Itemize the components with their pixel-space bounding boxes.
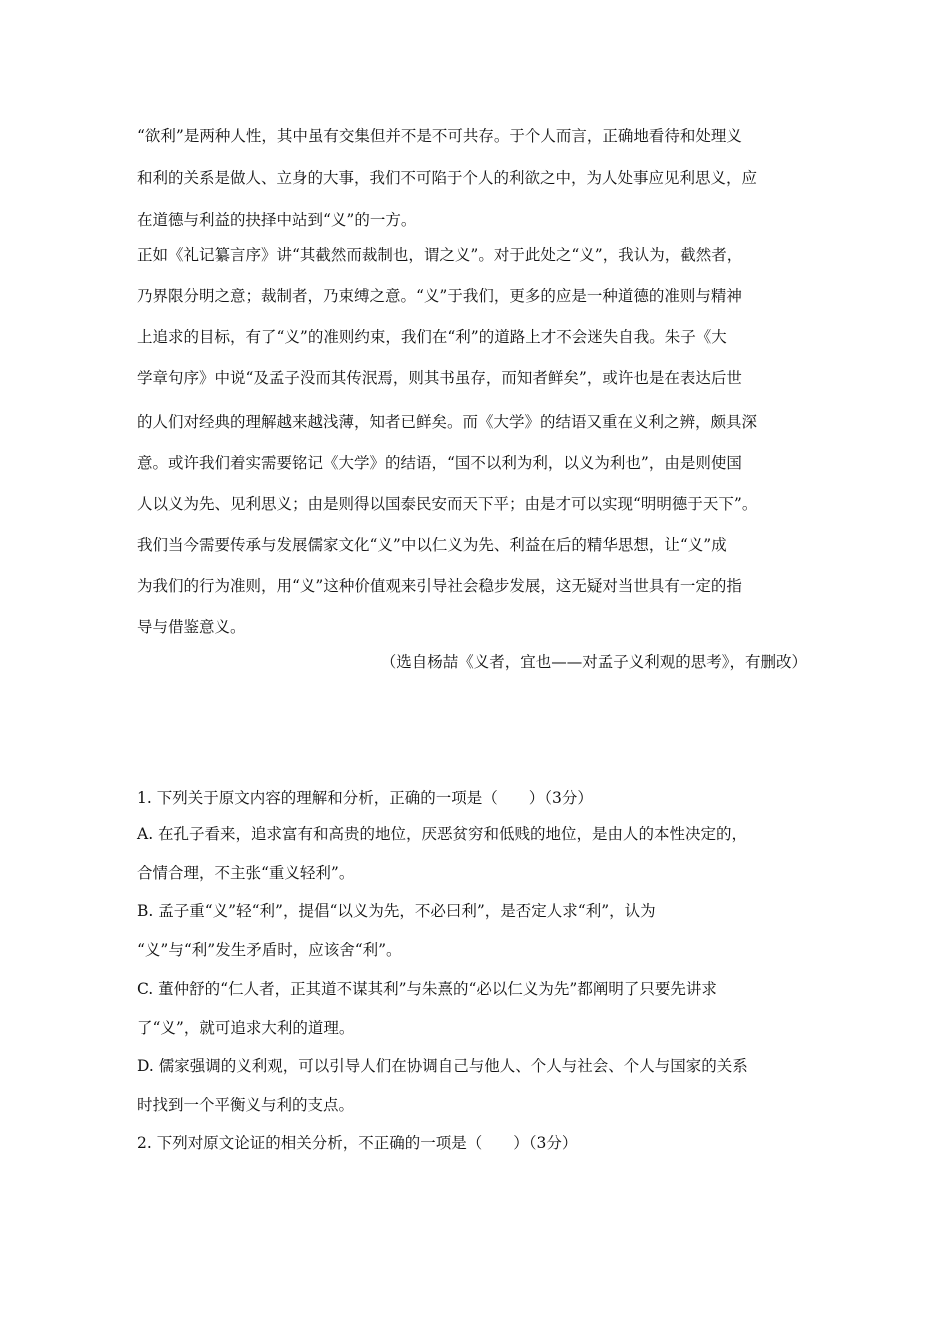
passage-line: 导与借鉴意义。 [137, 618, 246, 636]
passage-line: 正如《礼记纂言序》讲“其截然而裁制也，谓之义”。对于此处之“义”，我认为，截然者， [137, 246, 743, 264]
question-stem: 2. 下列对原文论证的相关分析，不正确的一项是（ ）（3分） [137, 1134, 578, 1152]
passage-source: （选自杨喆《义者，宜也——对孟子义利观的思考》，有删改） [380, 653, 807, 671]
passage-line: 我们当今需要传承与发展儒家文化“义”中以仁义为先、利益在后的精华思想，让“义”成 [137, 536, 727, 554]
option-a-line2: 合情合理，不主张“重义轻利”。 [137, 864, 355, 882]
option-c-line1: C. 董仲舒的“仁人者，正其道不谋其利”与朱熹的“必以仁义为先”都阐明了只要先讲求 [137, 980, 717, 998]
passage-line: 乃界限分明之意；裁制者，乃束缚之意。“义”于我们，更多的应是一种道德的准则与精神 [137, 287, 742, 305]
passage-line: 学章句序》中说“及孟子没而其传泯焉，则其书虽存，而知者鲜矣”，或许也是在表达后世 [137, 369, 742, 387]
option-c-line2: 了“义”，就可追求大利的道理。 [137, 1019, 355, 1037]
passage-line: 为我们的行为准则，用“义”这种价值观来引导社会稳步发展，这无疑对当世具有一定的指 [137, 577, 742, 595]
passage-line: 意。或许我们着实需要铭记《大学》的结语，“国不以利为利，以义为利也”，由是则使国 [137, 454, 742, 472]
passage-line: 和利的关系是做人、立身的大事，我们不可陷于个人的利欲之中，为人处事应见利思义，应 [137, 169, 758, 187]
option-a-line1: A. 在孔子看来，追求富有和高贵的地位，厌恶贫穷和低贱的地位，是由人的本性决定的， [137, 825, 748, 843]
option-d-line2: 时找到一个平衡义与利的支点。 [137, 1096, 355, 1114]
passage-line: “欲利”是两种人性，其中虽有交集但并不是不可共存。于个人而言，正确地看待和处理义 [137, 127, 742, 145]
question-stem: 1. 下列关于原文内容的理解和分析，正确的一项是（ ）（3分） [137, 789, 593, 807]
option-b-line1: B. 孟子重“义”轻“利”，提倡“以义为先，不必曰利”，是否定人求“利”，认为 [137, 902, 656, 920]
passage-line: 的人们对经典的理解越来越浅薄，知者已鲜矣。而《大学》的结语又重在义利之辨，颇具深 [137, 413, 758, 431]
passage-line: 在道德与利益的抉择中站到“义”的一方。 [137, 211, 417, 229]
passage-line: 上追求的目标，有了“义”的准则约束，我们在“利”的道路上才不会迷失自我。朱子《大 [137, 328, 727, 346]
passage-line: 人以义为先、见利思义；由是则得以国泰民安而天下平；由是才可以实现“明明德于天下”。 [137, 495, 758, 513]
option-d-line1: D. 儒家强调的义利观，可以引导人们在协调自己与他人、个人与社会、个人与国家的关系 [137, 1057, 748, 1075]
option-b-line2: “义”与“利”发生矛盾时，应该舍“利”。 [137, 941, 402, 959]
